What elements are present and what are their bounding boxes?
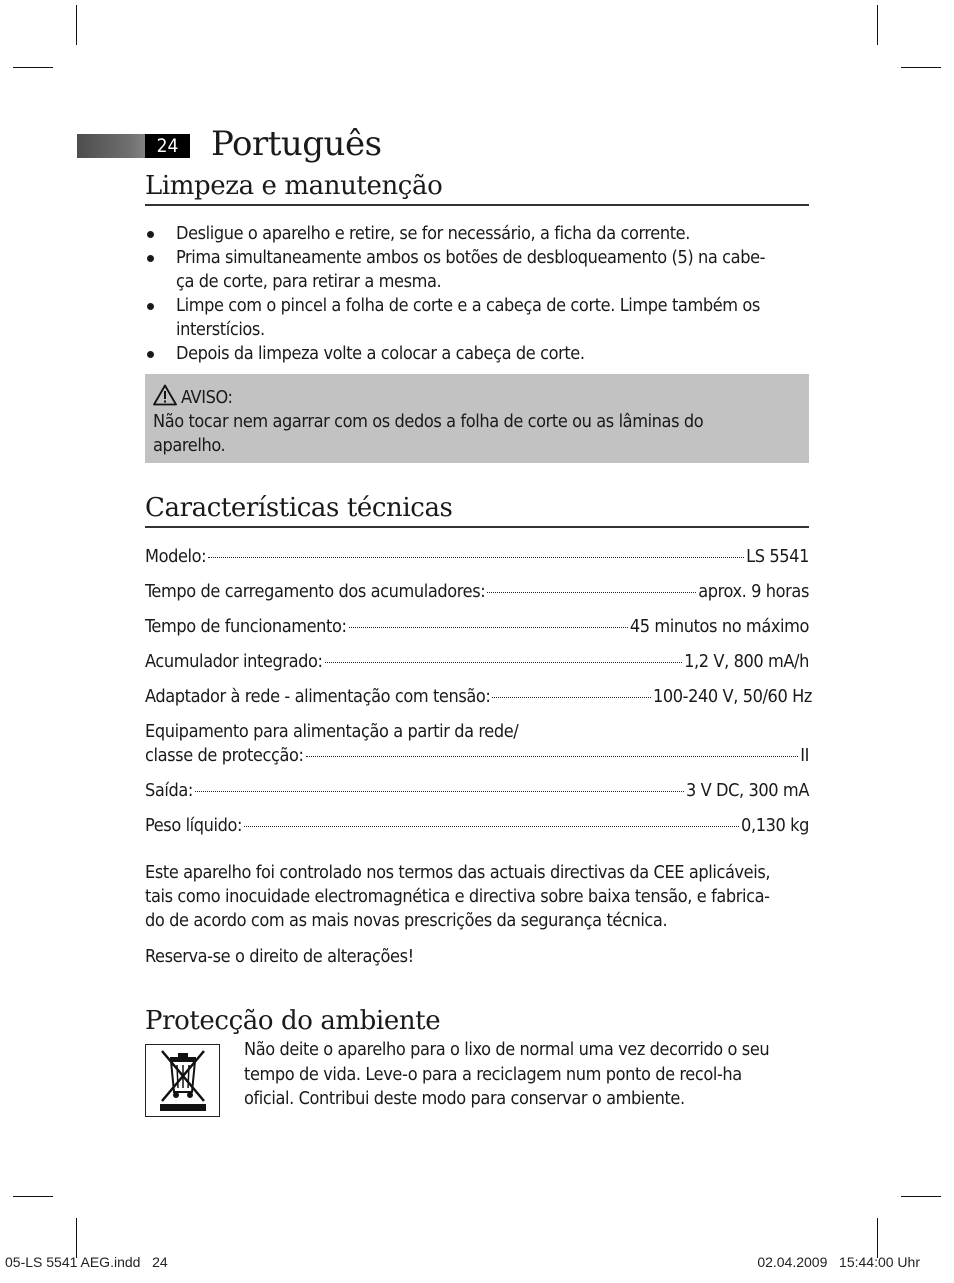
crossed-out-wheelie-bin-icon (145, 1044, 220, 1117)
spec-row (145, 779, 809, 803)
spec-value: aprox. 9 horas (698, 581, 809, 602)
spec-row (145, 545, 809, 569)
bullet-dot (147, 303, 154, 310)
environment-paragraph: Não deite o aparelho para o lixo de normal uma vez decorrido o seu tempo de vida. Leve-o para a reciclagem num ponto de recol-ha oficial. Contribui deste modo para conservar o ambiente. (244, 1039, 770, 1109)
spec-value: 1,2 V, 800 mA/h (684, 651, 809, 672)
spec-label: Adaptador à rede - alimentação com tensão: (145, 686, 491, 707)
spec-value: 100-240 V, 50/60 Hz (652, 686, 812, 707)
crop-mark (76, 1218, 77, 1258)
bullet-dot (147, 351, 154, 358)
crop-mark (13, 1196, 53, 1197)
dot-leader (492, 697, 650, 698)
spec-label: Equipamento para alimentação a partir da rede/ (145, 721, 519, 742)
list-item: Depois da limpeza volte a colocar a cabeça de corte. (145, 342, 809, 366)
spec-label: Acumulador integrado: (145, 651, 323, 672)
section-heading-cleaning: Limpeza e manutenção (145, 170, 809, 206)
spec-label: Tempo de funcionamento: (145, 616, 347, 637)
spec-row (145, 685, 812, 709)
list-item: Limpe com o pincel a folha de corte e a cabeça de corte. Limpe também os interstícios. (145, 294, 809, 342)
dot-leader (306, 756, 799, 757)
dot-leader (487, 592, 696, 593)
dot-leader (325, 662, 683, 663)
warning-label: AVISO: (181, 387, 233, 408)
page-number: 24 (145, 134, 190, 158)
spec-row (145, 580, 809, 604)
spec-label: Tempo de carregamento dos acumuladores: (145, 581, 486, 602)
list-item: Desligue o aparelho e retire, se for necessário, a ficha da corrente. (145, 222, 809, 246)
warning-text-line: aparelho. (153, 435, 226, 456)
dot-leader (244, 826, 739, 827)
spec-row (145, 650, 809, 674)
cleaning-bullet-list (145, 222, 809, 366)
crop-mark (877, 5, 878, 45)
list-item: Prima simultaneamente ambos os botões de desbloqueamento (5) na cabe- ça de corte, para retirar a mesma. (145, 246, 809, 294)
crop-mark (13, 67, 53, 68)
footer-file-info: 05-LS 5541 AEG.indd 24 (5, 1254, 168, 1270)
warning-triangle-icon (153, 384, 181, 413)
section-heading-specs: Características técnicas (145, 492, 809, 528)
dot-leader (349, 627, 628, 628)
section-heading-environment: Protecção do ambiente (145, 1006, 441, 1036)
spec-value: 0,130 kg (741, 815, 809, 836)
spec-row (145, 720, 809, 744)
warning-box (145, 374, 809, 463)
spec-value: 3 V DC, 300 mA (685, 780, 809, 801)
bullet-dot (147, 231, 154, 238)
spec-row (145, 814, 809, 838)
spec-label: classe de protecção: (145, 745, 304, 766)
dot-leader (195, 791, 684, 792)
warning-header (153, 386, 801, 410)
spec-row (145, 744, 809, 768)
spec-value: LS 5541 (746, 546, 809, 567)
spec-value: 45 minutos no máximo (629, 616, 809, 637)
spec-value: II (800, 745, 809, 766)
reservation-note: Reserva-se o direito de alterações! (145, 946, 414, 967)
crop-mark (901, 67, 941, 68)
footer-timestamp: 02.04.2009 15:44:00 Uhr (757, 1254, 920, 1270)
spec-label: Saída: (145, 780, 193, 801)
compliance-paragraph: Este aparelho foi controlado nos termos das actuais directivas da CEE aplicáveis, tais como inocuidade electromagnética e directiva sobre baixa tensão, e fabrica- do de acordo com as mais novas prescrições da segurança técnica. (145, 862, 771, 931)
spec-row (145, 615, 809, 639)
dot-leader (208, 557, 744, 558)
page-title: Português (211, 124, 382, 164)
spec-label: Peso líquido: (145, 815, 243, 836)
crop-mark (901, 1196, 941, 1197)
warning-text-line: Não tocar nem agarrar com os dedos a folha de corte ou as lâminas do (153, 411, 704, 432)
spec-label: Modelo: (145, 546, 207, 567)
crop-mark (76, 5, 77, 45)
crop-mark (877, 1218, 878, 1258)
bullet-dot (147, 255, 154, 262)
